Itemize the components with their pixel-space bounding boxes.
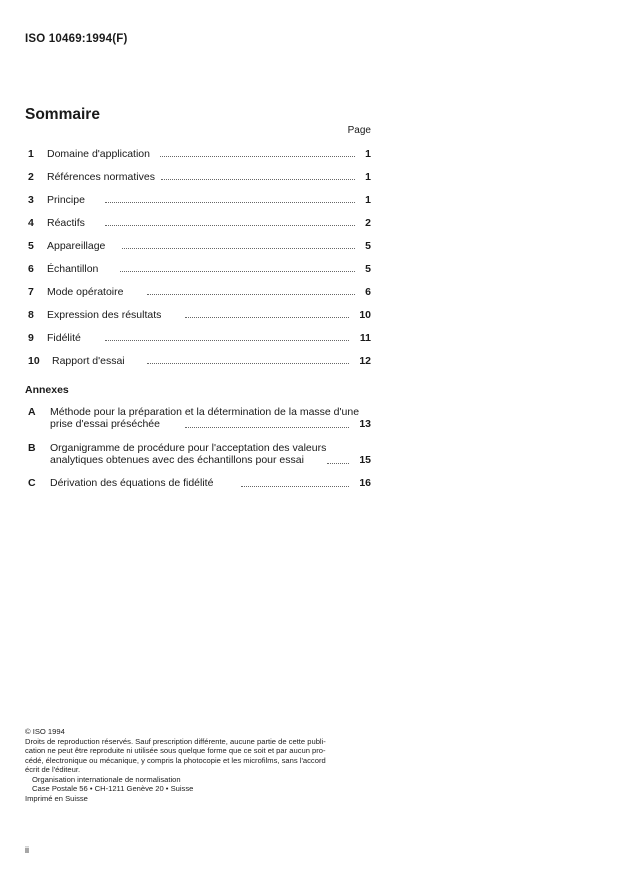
toc-entry-8[interactable] — [25, 308, 371, 322]
annex-letter: B — [28, 442, 36, 454]
annex-title-line1: Méthode pour la préparation et la détermination de la masse d'une — [50, 406, 360, 418]
toc-entry-number: 7 — [28, 286, 34, 298]
dot-leader — [105, 225, 355, 226]
copyright-notice — [25, 727, 375, 803]
copyright-line: © ISO 1994 — [25, 727, 65, 736]
organization-address: Case Postale 56 • CH-1211 Genève 20 • Suisse — [32, 784, 194, 793]
toc-entry-page: 5 — [365, 240, 371, 252]
toc-entry-label: Références normatives — [47, 171, 155, 183]
page-column-label: Page — [347, 125, 371, 136]
toc-entry-number: 9 — [28, 332, 34, 344]
page-title: Sommaire — [25, 106, 100, 123]
document-code: ISO 10469:1994(F) — [25, 33, 128, 45]
toc-entry-label: Principe — [47, 194, 85, 206]
toc-entry-6[interactable] — [25, 262, 371, 276]
dot-leader — [241, 486, 349, 487]
dot-leader — [147, 363, 349, 364]
toc-entry-label: Échantillon — [47, 263, 99, 275]
annex-letter: C — [28, 477, 36, 489]
organization-name: Organisation internationale de normalisation — [32, 774, 181, 784]
toc-entry-page: 2 — [365, 217, 371, 229]
rights-text-line: Droits de reproduction réservés. Sauf prescription différente, aucune partie de cette publi- — [25, 736, 326, 746]
toc-entry-label: Domaine d'application — [47, 148, 150, 160]
dot-leader — [147, 294, 355, 295]
annex-letter: A — [28, 406, 36, 418]
toc-entry-number: 8 — [28, 309, 34, 321]
toc-entry-label: Réactifs — [47, 217, 85, 229]
toc-entry-page: 10 — [359, 309, 371, 321]
toc-entry-number: 3 — [28, 194, 34, 206]
dot-leader — [161, 179, 355, 180]
annex-title-line2: analytiques obtenues avec des échantillons pour essai — [50, 454, 304, 466]
toc-entry-page: 12 — [359, 355, 371, 367]
toc-entry-page: 5 — [365, 263, 371, 275]
dot-leader — [185, 317, 349, 318]
toc-entry-4[interactable] — [25, 216, 371, 230]
annex-page: 13 — [359, 418, 371, 430]
annex-entry-b[interactable] — [25, 442, 371, 468]
rights-text-line: écrit de l'éditeur. — [25, 765, 81, 774]
page-folio: ii — [25, 845, 29, 855]
toc-entry-page: 1 — [365, 148, 371, 160]
toc-entry-10[interactable] — [25, 354, 371, 368]
dot-leader — [160, 156, 355, 157]
toc-entry-label: Appareillage — [47, 240, 106, 252]
toc-entry-number: 4 — [28, 217, 34, 229]
annex-page: 15 — [359, 454, 371, 466]
toc-entry-3[interactable] — [25, 193, 371, 207]
annex-page: 16 — [359, 477, 371, 489]
toc-entry-5[interactable] — [25, 239, 371, 253]
toc-entry-number: 1 — [28, 148, 34, 160]
annex-entry-a[interactable] — [25, 406, 371, 432]
toc-entry-number: 10 — [28, 355, 40, 367]
toc-entry-label: Expression des résultats — [47, 309, 162, 321]
toc-entry-number: 2 — [28, 171, 34, 183]
dot-leader — [122, 248, 355, 249]
dot-leader — [185, 427, 349, 428]
annexes-heading: Annexes — [25, 384, 69, 396]
rights-text-line: cation ne peut être reproduite ni utilisée sous quelque forme que ce soit et par aucun pro- — [25, 746, 326, 755]
toc-entry-page: 11 — [359, 332, 371, 344]
annex-entry-c[interactable] — [25, 477, 371, 491]
toc-entry-number: 5 — [28, 240, 34, 252]
annex-title-line2: prise d'essai préséchée — [50, 418, 160, 430]
toc-entry-label: Rapport d'essai — [52, 355, 125, 367]
printed-in: Imprimé en Suisse — [25, 793, 88, 803]
toc-entry-7[interactable] — [25, 285, 371, 299]
toc-entry-page: 1 — [365, 194, 371, 206]
annex-title-line1: Dérivation des équations de fidélité — [50, 477, 214, 489]
toc-entry-9[interactable] — [25, 331, 371, 345]
toc-entry-2[interactable] — [25, 170, 371, 184]
toc-entry-number: 6 — [28, 263, 34, 275]
dot-leader — [105, 340, 349, 341]
rights-text-line: cédé, électronique ou mécanique, y compris la photocopie et les microfilms, sans l'accord — [25, 755, 326, 765]
toc-entry-page: 6 — [365, 286, 371, 298]
dot-leader — [105, 202, 355, 203]
dot-leader — [120, 271, 355, 272]
toc-entry-label: Mode opératoire — [47, 286, 124, 298]
toc-entry-1[interactable] — [25, 147, 371, 161]
dot-leader — [327, 463, 349, 464]
toc-entry-page: 1 — [365, 171, 371, 183]
annex-title-line1: Organigramme de procédure pour l'acceptation des valeurs — [50, 442, 327, 454]
toc-entry-label: Fidélité — [47, 332, 81, 344]
